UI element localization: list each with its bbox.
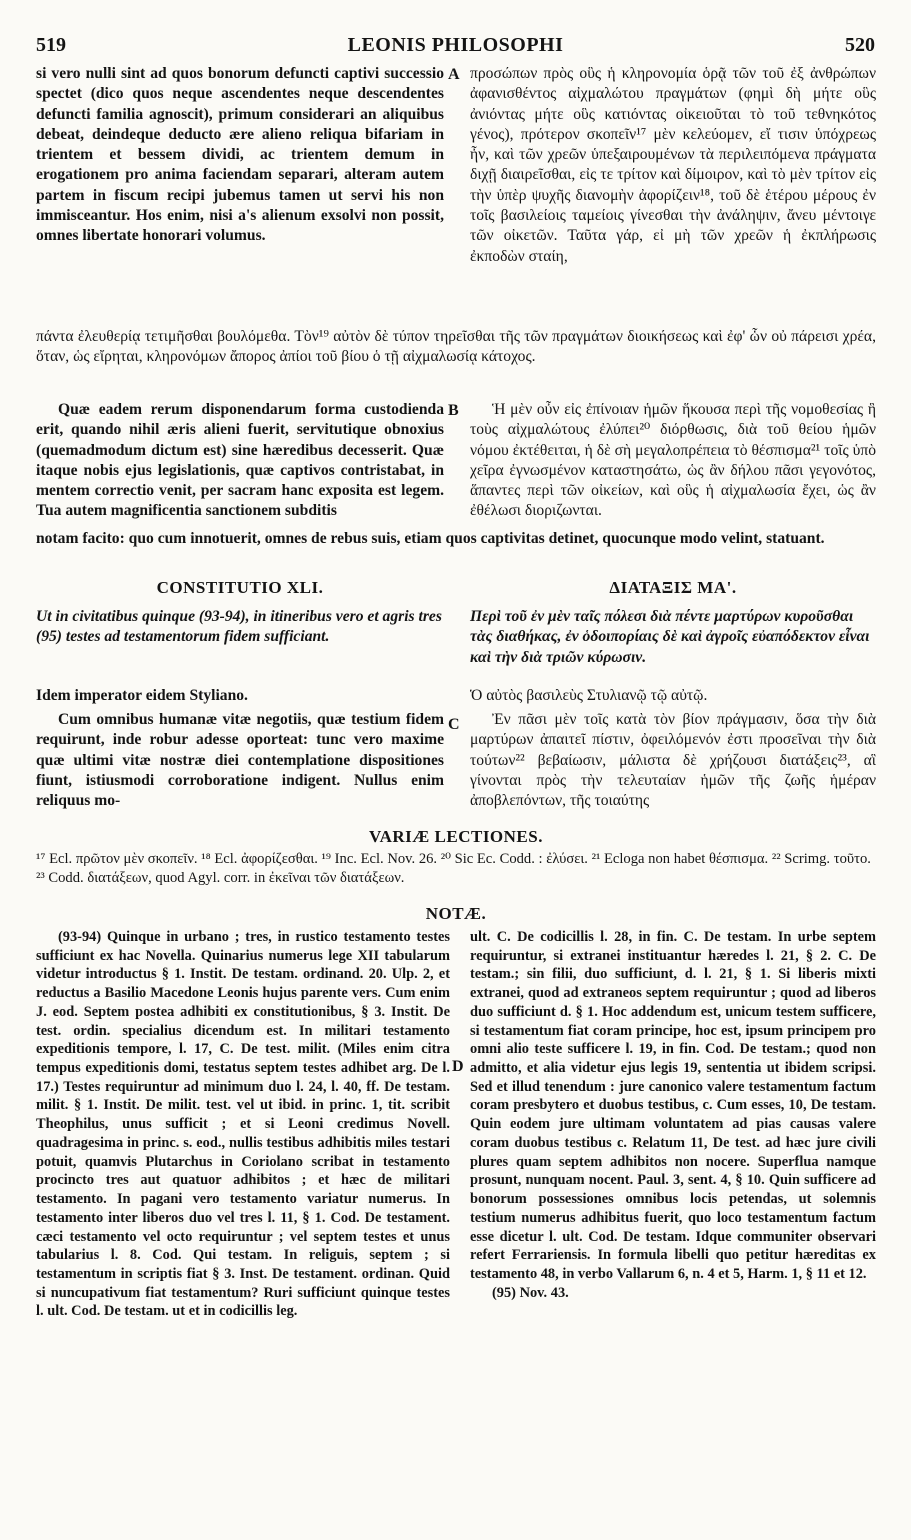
left-page-number: 519: [36, 34, 66, 56]
right-page-number: 520: [845, 34, 875, 56]
latin-section-b: [36, 400, 444, 522]
greek-paragraph: προσώπων πρὸς οὓς ἡ κληρονομία ὁρᾷ τῶν τοῦ ἐξ ἀνθρώπων ἀφανισθέντος αἰχμαλώτου πραγμάτων (φημὶ δὴ μήτε οὓς ἀνιόντας μήτε οὓς κατιόντας οἰκειοῦται τὸ τοῦ τεθνηκότος γένος), πρότερον σκοπεῖν¹⁷ μὲν κελεύομεν, εἴ τισιν ὑπόχρεως ἦν, καὶ τῶν χρεῶν ὑπεξαιρουμένων τὰ περιλειπόμενα πράγματα διχῇ διαιρεῖσθαι, εἰς τε τρίτον καὶ δίμοιρον, καὶ τὸ μὲν τρίτον εἰς τὴν ὑπὲρ ψυχῆς διανομὴν ἀφορίζειν¹⁸, τοῦ δὲ ἑτέρου μέρους ἐν τοῖς βασιλείοις ταμείοις γίνεσθαι τὴν ἀνάληψιν, ἄνευ μέντοιγε τῶν οἰκετῶν. Ταῦτα γάρ, εἰ μὴ τῶν χρεῶν ἡ ἐκπλήρωσις ἐκποδὼν σταίη,: [470, 65, 876, 265]
note-paragraph: (93-94) Quinque in urbano ; tres, in rustico testamento testes sufficiunt ex hac Novella. Quinarius numerus lege XII tabularum videtur introductus § 1. Instit. De testam. ordinand. 20. Ulp. 2, et reductus a Basilio Macedone Leonis hujus parente vers. Cum enim J. eod. Septem postea adhibiti ex constitutionibus, § 3. Instit. De test. ordin. specialius dicendum est. In militari testamento expeditionis tempore, l. 17, C. De test. milit. (Miles enim citra tempus expeditionis domi, testatus septem testes adhibet arg. De l. 17.) Testes requiruntur ad minimum duo l. 24, l. 40, ff. De testam. milit. § 1. Instit. De milit. test. vel ut ibid. in princ. 1, tit. scribit Theophilus, unus sufficit ; et si Leoni credimus Novell. quadragesima in princ. s. eod., nullis testibus adhibitis miles testari potuit, quamvis Plutarchus in Coriolano scribat in testamento procincto tres aut quatuor adhibitos ; et hæc de militari testamento. In pagani vero testamento variatur numerus. In testamento inter liberos duo vel tres l. 11, § 1. Cod. De testament. cæci testamento vel octo requiruntur ; vel septem testes et unus tabularius l. 8. Cod. Qui testam. In religuis, septem ; si testamentum in scriptis fiat § 3. Inst. De testament. ordinan. Quid si nuncupativum fiat testamentum? Ruri sufficiunt quinque testes l. ult. Cod. De testam. ut et in codicillis leg.: [36, 929, 450, 1320]
variae-heading: VARIÆ LECTIONES.: [369, 827, 543, 846]
margin-letter-c: C: [448, 716, 460, 733]
greek-section-a: [470, 64, 876, 267]
greek-paragraph: Ἡ μὲν οὖν εἰς ἐπίνοιαν ἡμῶν ἥκουσα περὶ τῆς νομοθεσίας ἣ τοὺς αἰχμαλώτους ἐλύπει²⁰ διόρθωσις, διὰ τοῦ θείου ἡμῶν νόμου ἐκτέθειται, ἡ δὲ σὴ μεγαλοπρέπεια τὸ θέσπισμα²¹ τοῖς ὑπὸ χεῖρα ἐγνωσμένον καταστησάτω, ὡς ἂν δήλου πᾶσι γεγονότος, ἅπαντες περὶ τῶν οἰκείων, καὶ οὓς ἡ αἰχμαλωσία ἔχει, ὡς ἂν ἐθέλωσι διοριζωνται.: [470, 401, 876, 520]
greek-address: Ὁ αὐτὸς βασιλεὺς Στυλιανῷ τῷ αὐτῷ.: [470, 687, 708, 704]
greek-paragraph: Ἐν πᾶσι μὲν τοῖς κατὰ τὸν βίον πράγμασιν, ὅσα τὴν διὰ μαρτύρων ἀπαιτεῖ πίστιν, ὀφειλόμενόν ἐστι προσεῖναι τὴν διὰ τούτων²² βεβαίωσιν, μάλιστα δὲ χρήζουσι διατάξεις²³, αἳ γίνονται πρὸς τὴν τελευταίαν ἡμῶν τῆς ζωῆς ἡμέραν ἀποβλεπόντων, τῆς τοιαύτης: [470, 711, 876, 810]
greek-full-width-a: [36, 327, 876, 368]
greek-constitution-title: ΔΙΑΤΑΞΙΣ ΜΑ'.: [609, 578, 737, 597]
running-title: LEONIS PHILOSOPHI: [347, 34, 564, 56]
notae-heading: NOTÆ.: [425, 904, 487, 923]
latin-address: Idem imperator eidem Styliano.: [36, 687, 248, 704]
greek-constitution-text: [470, 710, 876, 811]
latin-section-a: [36, 64, 444, 247]
latin-constitution-title: CONSTITUTIO XLI.: [156, 578, 324, 597]
variae-lectiones: [36, 850, 876, 887]
running-header: [36, 34, 875, 62]
latin-paragraph: notam facito: quo cum innotuerit, omnes de rebus suis, etiam quos captivitas detinet, quocunque modo velint, statuant.: [36, 530, 825, 547]
note-paragraph: ult. C. De codicillis l. 28, in fin. C. De testam. In urbe septem requiruntur, si extranei instituantur hæredes l. 21, § 2. C. De testam.; sin filii, duo sufficiunt, d. l. 21, § 1. Si liberis mixti extranei, quod ad extraneos septem requiruntur ; quod ad liberos duo sufficiunt d. § 1. Hoc addendum est, unicum testem sufficere, si testamentum fiat coram principe, hoc est, ipsum principem pro omni alio teste sufficere l. 19, in fin. Cod. De testam.; quod non admitto, et alia videtur ejus legis 19, sententia ut ibidem scripsi. Sed et illud tenendum : jure canonico valere testamentum factum coram presbytero et duobus testibus, c. Cum esses, 10, De testam. Quin eodem jure ultimam voluntatem ad pias causas valere coram duobus testibus c. Relatum 11, De test. ad hæc jure civili plures quam septem adhibitos non nocere. Superflua namque prosunt, nunquam nocent. Paul. 3, sent. 4, § 10. Quin sufficere ad bonorum possessiones omnibus locis petendas, ut solemnis testium numerus adhibitus fuerit, quo loco testamentum factum esse dicetur l. ult. Cod. De testam. Idque communiter observari refert Ferrariensis. In formula libelli quo petitur hæreditas ex testamento 48, in verbo Vallarum 6, n. 4 et 5, Harm. 1, § 11 et 12.: [470, 929, 876, 1282]
notae-right-column: [470, 928, 876, 1302]
latin-full-width-b: [36, 529, 876, 549]
margin-letter-d: D: [452, 1058, 464, 1075]
note-paragraph-95: (95) Nov. 43.: [492, 1284, 569, 1301]
latin-paragraph: Quæ eadem rerum disponendarum forma custodienda erit, quando nihil æris alieni fuerit, servitutique obnoxius (quemadmodum dictum est) sine hæredibus decesserit. Quæ itaque nobis ejus legislationis, quæ captivos contristabat, in mentem correctio venit, per sacram hanc exposita est legem. Tua autem magnificentia sanctionem subditis: [36, 401, 444, 520]
latin-subtitle: Ut in civitatibus quinque (93-94), in itineribus vero et agris tres (95) testes ad testamentorum fidem sufficiant.: [36, 608, 442, 646]
variae-text: ¹⁷ Ecl. πρῶτον μὲν σκοπεῖν. ¹⁸ Ecl. ἀφορίζεσθαι. ¹⁹ Inc. Ecl. Nov. 26. ²⁰ Sic Ec. Codd. : ἐλύσει. ²¹ Ecloga non habet θέσπισμα. ²² Scrimg. τοῦτο. ²³ Codd. διατάξεων, quod Agyl. corr. in ἐκεῖναι τῶν διατάξεων.: [36, 851, 871, 886]
latin-paragraph: si vero nulli sint ad quos bonorum defuncti captivi successio spectet (dico quos neque ascendentes neque descendentes defuncti familia agnoscit), primum considerari an aliquibus debeat, deindeque deducto ære alieno reliqua bifariam in trientem et bessem dividi, ac trientem demum in erogationem pro anima faciendam separari, alteram autem partem in fiscum recipi jubemus tamen ut servi his non immisceantur. Hos enim, nisi a's alienum exsolvi non possit, omnes libertate honorari volumus.: [36, 65, 444, 245]
greek-subtitle: Περὶ τοῦ ἐν μὲν ταῖς πόλεσι διὰ πέντε μαρτύρων κυροῦσθαι τὰς διαθήκας, ἐν ὁδοιπορίαις δὲ καὶ ἀγροῖς εὐαπόδεκτον εἶναι καὶ τὴν διὰ τριῶν κύρωσιν.: [470, 608, 870, 666]
notae-left-column: [36, 928, 450, 1321]
margin-letter-b: B: [448, 402, 459, 419]
greek-section-b: [470, 400, 876, 522]
latin-paragraph: Cum omnibus humanæ vitæ negotiis, quæ testium fidem requirunt, inde robur adesse oporteat: tunc vero maxime quæ ultimi vitæ nostræ diei contemplatione dispositiones fiunt, istiusmodi corroboratione indigent. Nullus enim reliquus mo-: [36, 711, 444, 810]
latin-constitution-text: [36, 710, 444, 811]
margin-letter-a: A: [448, 66, 460, 83]
greek-paragraph: πάντα ἐλευθερίᾳ τετιμῆσθαι βουλόμεθα. Τὸν¹⁹ αὐτὸν δὲ τύπον τηρεῖσθαι τῆς τῶν πραγμάτων διοικήσεως καὶ ἐφ' ὧν οὐ πάρεισι χρέα, ὅταν, ὡς εἴρηται, κληρονόμων ἄπορος ἀπίοι τοῦ βίου ὁ τῇ αἰχμαλωσίᾳ κάτοχος.: [36, 328, 876, 366]
